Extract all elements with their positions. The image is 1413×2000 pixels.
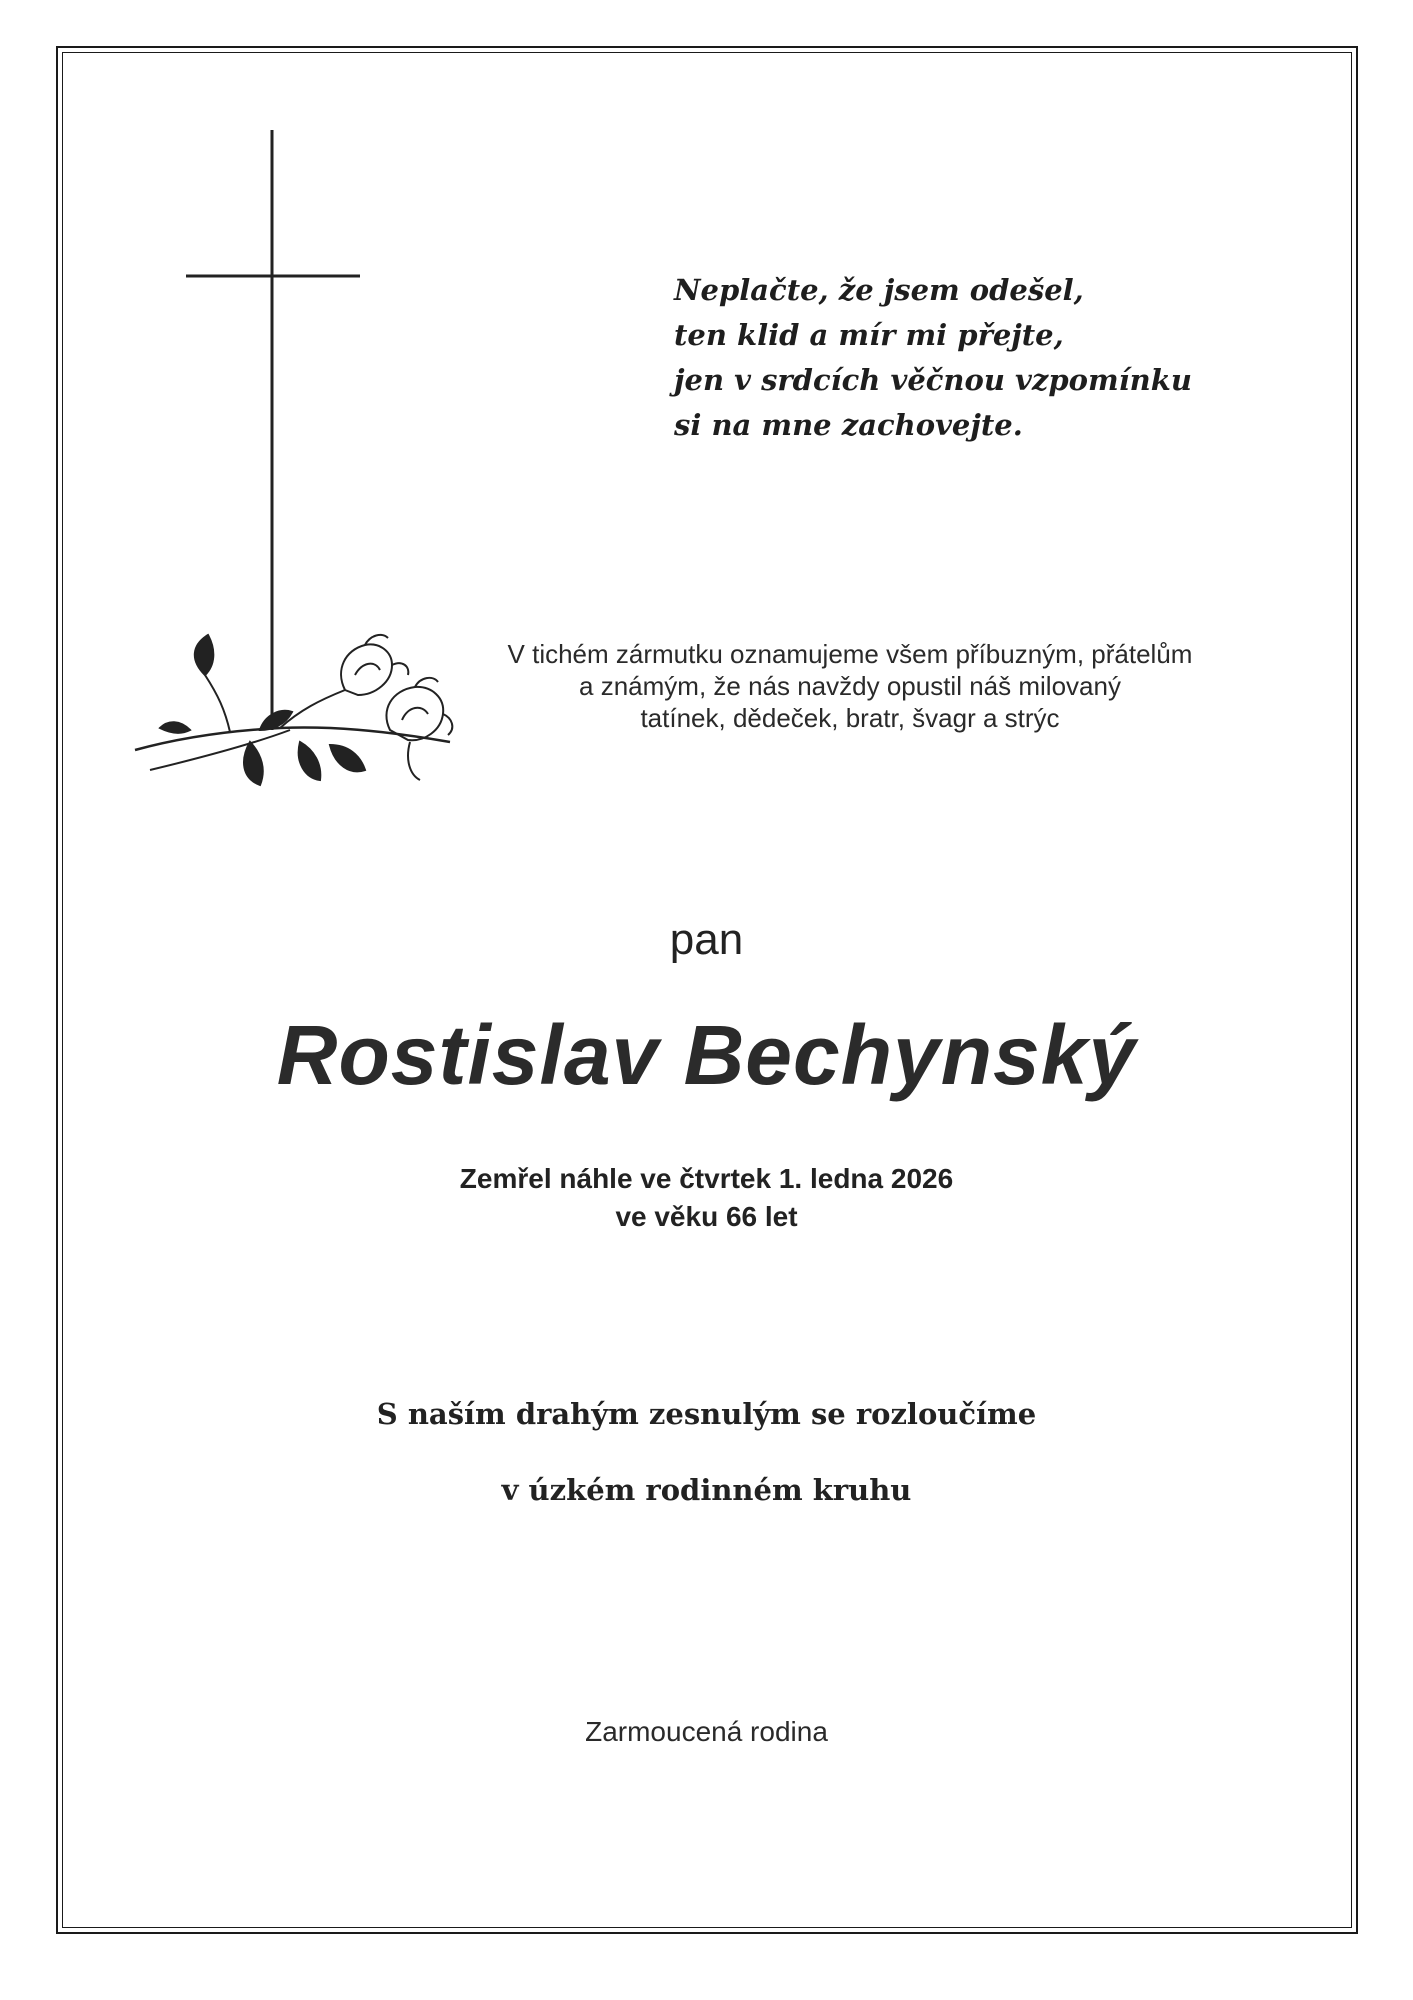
verse-line: ten klid a mír mi přejte, <box>674 318 1064 352</box>
verse-line: Neplačte, že jsem odešel, <box>674 273 1084 307</box>
announcement-text <box>440 638 1260 734</box>
farewell-line: S naším drahým zesnulým se rozloučíme <box>376 1397 1037 1431</box>
announcement-line: V tichém zármutku oznamujeme všem příbuzným, přátelům <box>507 639 1193 669</box>
death-date-line: Zemřel náhle ve čtvrtek 1. ledna 2026 <box>459 1163 954 1194</box>
memorial-verse <box>674 268 1294 448</box>
verse-line: jen v srdcích věčnou vzpomínku <box>674 363 1192 397</box>
signature: Zarmoucená rodina <box>585 1716 828 1747</box>
cross-icon <box>186 130 360 730</box>
verse-line: si na mne zachovejte. <box>674 408 1023 442</box>
farewell-line: v úzkém rodinném kruhu <box>501 1473 912 1507</box>
age-line: ve věku 66 let <box>615 1201 798 1232</box>
roses-illustration <box>135 635 452 785</box>
announcement-line: tatínek, dědeček, bratr, švagr a strýc <box>640 703 1060 733</box>
honorific: pan <box>669 915 744 964</box>
death-details <box>0 1160 1413 1236</box>
announcement-line: a známým, že nás navždy opustil náš milovaný <box>579 671 1121 701</box>
cross-and-roses-decoration <box>130 130 470 830</box>
deceased-name: Rostislav Bechynský <box>276 1008 1137 1102</box>
